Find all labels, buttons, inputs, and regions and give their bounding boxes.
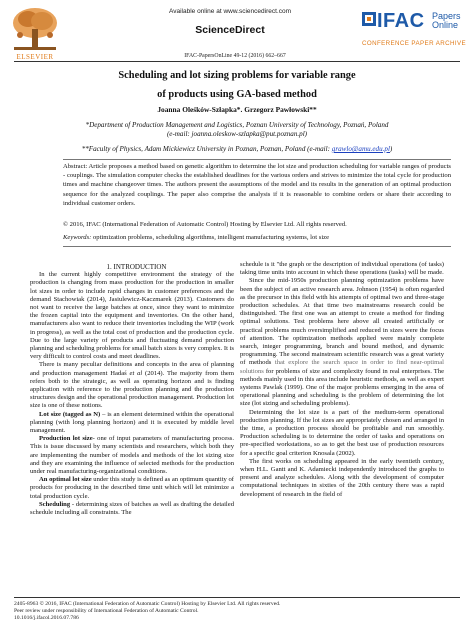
paragraph (30, 361, 234, 410)
paper-title-line2: of products using GA-based method (157, 89, 317, 100)
ifac-conference-archive: CONFERENCE PAPER ARCHIVE (362, 40, 467, 47)
ifac-logo-text: IFAC (377, 10, 425, 32)
ifac-emblem-icon (362, 12, 376, 26)
term-production-lot-size: Production lot size (39, 435, 93, 443)
et-al: et al (129, 369, 143, 377)
affiliation-1-line1: *Department of Production Management and Logistics, Poznan University of Technology, Poznań, Poland (85, 121, 389, 129)
body-right-column (240, 261, 444, 499)
paragraph: The first works on scheduling appeared in the early twentieth century, when H.L. Gantt and K. Adamiecki independently introduced the graphs to present and analyze schedules. Along with the development of computer computational techniques in sixties of the 20th century there was a rapid development of research in the field of (240, 457, 444, 498)
term-lot-size: Lot size (tagged as N) (39, 410, 101, 418)
paragraph-text: (2014). The majority from them refers both to the strategic, as well as operating horizon and is finding application with reference to the production planning and the production structures design and the operational production management. Production lot size is one of these notions. (30, 369, 234, 410)
paragraph: In the current highly competitive environment the strategy of the production is changing from mass production for the production in smaller lot sizes in order to include rapid changes in customer preferences and the demand Stachowiak (2014), Jasiulewicz-Kaczmarek (2013). Customers do not want to receive the large batches at once, since they want to minimize the frozen capital into the equipment and inventories. On the other hand, manufacturers also want to reduce their inventories including the WIP (work in progress), as well as the total cost of production and the production cycle. Due to the large variety of products and fluctuating demand production planning and scheduling problems for small batch sizes is very complex. It is very difficult to control costs and meet deadlines. (30, 271, 234, 361)
abstract-top-rule (63, 159, 451, 160)
affiliation-2-text: **Faculty of Physics, Adam Mickiewicz University in Poznan, Poznan, Poland (e-mail: (81, 145, 332, 153)
paragraph-text: There is many peculiar definitions and concepts in the area of planning and production management Hadaś (30, 361, 234, 377)
paragraph: Determining the lot size is a part of the medium-term operational production planning. If the lot sizes are appropriately chosen and arranged in the time, a production process should be profitable and run smoothly. Production scheduling is to determine the order of tasks and operations on pre-specified workstations, so as to get the best use of production resources for a specific goal criterion Knosala (2002). (240, 408, 444, 457)
affiliation-1 (40, 121, 434, 139)
ifac-papers-line2: Online (432, 20, 459, 30)
paragraph (30, 411, 234, 436)
elsevier-tree-logo-icon (6, 5, 64, 53)
publisher-logo-text: ELSEVIER (16, 53, 54, 61)
abstract: Abstract: Article proposes a method based on genetic algorithm to determine the lot size and production scheduling for variable ranges of products - couplings. The simulation computer checks the established deadlines for the various orders and strives to minimize the total cycle for production times and machine changeover times. The authors present the assumptions of the model and its results in the generation of an optimal production sequence for the analyzed couplings. The paper also comprise the analysis if it is reasonable to combine orders or share their according to individual customer orders. (63, 163, 451, 207)
term-scheduling: Scheduling (39, 500, 71, 508)
paragraph: schedule is it "the graph or the description of individual operations (of tasks) taking time units into account in which these operations (tasks) will be made. (240, 261, 444, 277)
paragraph-text: for problems of size and complexity found in real enterprises. The methods mainly used in this area include heuristic methods, as well as expert systems Pawlak (1999). One of the major problems emerging in the area of operational planning and scheduling is the problem of determining the lot size (lot sizing and scheduling problems). (240, 367, 444, 408)
paragraph-text: - determining sizes of batches as well as drafting the detailed schedule including all constraints. The (30, 500, 234, 517)
footer-peer-review: Peer review under responsibility of International Federation of Automatic Control. (14, 608, 199, 615)
affiliation-2-email-link[interactable]: grawlo@amu.edu.pl (331, 145, 390, 153)
affiliation-2-end: ) (389, 145, 393, 153)
paragraph (240, 277, 444, 408)
paper-title-line1: Scheduling and lot sizing problems for variable range (118, 70, 356, 81)
term-optimal-lot-size: An optimal lot size (39, 476, 92, 484)
ifac-papers-line1: Papers (432, 11, 461, 21)
section-heading-introduction: 1. INTRODUCTION (106, 263, 167, 271)
ifac-papersonline-logo (362, 10, 472, 52)
highlighted-text: that explore the search space in order to find near-optimal solutions (240, 359, 444, 375)
paragraph-text: – is an element determined within the operational planning (with long planning horizon) and it is executed by middle level management. (30, 410, 234, 435)
keywords (63, 234, 451, 241)
body-left-column (30, 263, 234, 517)
sciencedirect-brand[interactable]: ScienceDirect (195, 24, 265, 36)
copyright-notice: © 2016, IFAC (International Federation of Automatic Control) Hosting by Elsevier Ltd. All rights reserved. (63, 221, 347, 228)
paper-authors: Joanna Oleśków-Szłapka*. Grzegorz Pawłowski** (157, 105, 317, 114)
keywords-list: optimization problems, scheduling algorithms, intelligent manufacturing systems, lot size (91, 234, 330, 241)
header-divider (14, 61, 460, 62)
affiliation-1-email: (e-mail: joanna.oleskow-szlapka@put.poznan.pl) (166, 130, 308, 138)
paragraph-text: Since the mid-1950s production planning optimization problems have been the subject of an active research area. Johnson (1954) is often regarded as the precursor in this field with his attempts of optimal two and three-stage production schedules. At that time two mainstreams research could be distinguished. The first one was an attempt to create a method for finding optimal solutions. Test problems here above all created artificially or practical problems much oversimplified and reduced in sizes were the focus of attention. The optimization methods applied were mainly complete search, integer programming, branch and bound method, and dynamic programming. The second mainstream scientific research was a great variety of methods (240, 277, 444, 367)
journal-reference: IFAC-PapersOnLine 49-12 (2016) 662–667 (184, 53, 286, 59)
paper-title (30, 66, 444, 104)
ifac-papers-online (432, 12, 461, 30)
paragraph (30, 501, 234, 517)
available-online-link[interactable]: Available online at www.sciencedirect.com (169, 8, 291, 15)
paragraph-text: under this study is defined as an optimum quantity of products for producing in the described time unit which will let minimize a total production cycle. (30, 476, 234, 500)
abstract-bottom-rule (63, 246, 451, 247)
affiliation-2 (40, 145, 434, 154)
paragraph-text: - one of input parameters of manufacturing process. This is issue discussed by many scientists and researchers, which both they are implementing the number of models and methods of the lot sizing size and they are examining the influence of selected methods for the production under real manufacturing-organizational conditions. (30, 435, 234, 476)
footer-doi[interactable]: 10.1016/j.ifacol.2016.07.786 (14, 615, 79, 622)
paragraph (30, 476, 234, 501)
paragraph (30, 435, 234, 476)
footer-divider (14, 597, 460, 598)
keywords-label: Keywords: (63, 234, 92, 241)
footer-copyright: 2405-8963 © 2016, IFAC (International Federation of Automatic Control) Hosting by Elsevier Ltd. All rights reserved. (14, 601, 281, 607)
page-footer (14, 601, 460, 623)
